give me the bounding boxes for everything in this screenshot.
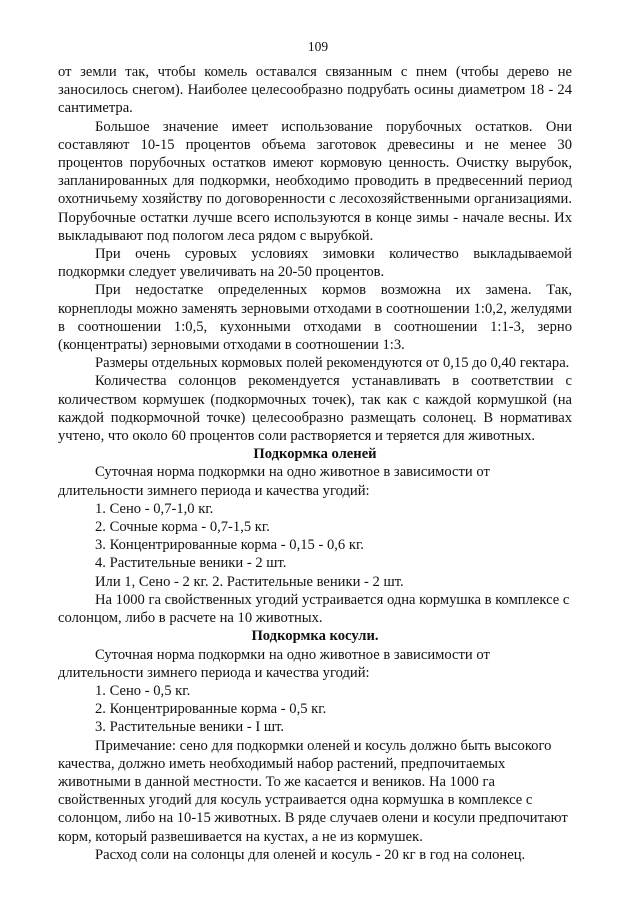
paragraph-logging-residues: Большое значение имеет использование порубочных остатков. Они составляют 10-15 процентов объема заготовок древесины и не менее 30 процентов порубочных остатков имеют кормовую ценность. Очистку вырубок, запланированных для подкормки, необходимо проводить в предвесенний период охотничьему хозяйству по договоренности с лесохозяйственными организациями. Порубочные остатки лучше всего используются в конце зимы - начале весны. Их выкладывают под пологом леса рядом с вырубкой. xyxy=(58,118,572,244)
paragraph-feed-replacement: При недостатке определенных кормов возможна их замена. Так, корнеплоды можно заменять зерновыми отходами в соотношении 1:0,2, желудями в соотношении 1:0,5, кухонными отходами в соотношении 1:1-3, зерно (концентраты) зерновыми отходами в соотношении 1:3. xyxy=(58,282,572,354)
page-number: 109 xyxy=(307,39,329,54)
deer-alternative: Или 1, Сено - 2 кг. 2. Растительные веники - 2 шт. xyxy=(95,573,404,590)
roe-item-brooms: 3. Растительные веники - I шт. xyxy=(95,719,285,736)
salt-consumption: Расход соли на солонцы для оленей и косуль - 20 кг в год на солонец. xyxy=(95,846,526,863)
roe-item-hay: 1. Сено - 0,5 кг. xyxy=(95,682,191,699)
paragraph-harsh-winter: При очень суровых условиях зимовки количество выкладываемой подкормки следует увеличивать на 20-50 процентов. xyxy=(58,246,572,281)
heading-deer-feeding: Подкормка оленей xyxy=(253,446,377,463)
deer-item-hay: 1. Сено - 0,7-1,0 кг. xyxy=(95,500,214,517)
paragraph-salt-licks: Количества солонцов рекомендуется устанавливать в соответствии с количеством кормушек (подкормочных точек), так как с каждой кормушкой (на каждой подкормочной точке) целесообразно размещать солонец. В нормативах учтено, что около 60 процентов соли растворяется и теряется для животных. xyxy=(58,373,572,445)
deer-intro: Суточная норма подкормки на одно животное в зависимости от длительности зимнего периода и качества угодий: xyxy=(58,464,490,499)
heading-roe-feeding: Подкормка косули. xyxy=(251,628,379,645)
paragraph-aspen-felling: от земли так, чтобы комель оставался связанным с пнем (чтобы дерево не заносилось снегом). Наиболее целесообразно подрубать осины диаметром 18 - 24 сантиметра. xyxy=(58,64,572,117)
roe-item-concentrates: 2. Концентрированные корма - 0,5 кг. xyxy=(95,701,327,718)
deer-item-juicy-feed: 2. Сочные корма - 0,7-1,5 кг. xyxy=(95,519,270,536)
page-text xyxy=(58,63,572,864)
deer-item-brooms: 4. Растительные веники - 2 шт. xyxy=(95,555,287,572)
deer-item-concentrates: 3. Концентрированные корма - 0,15 - 0,6 кг. xyxy=(95,537,364,554)
paragraph-field-size: Размеры отдельных кормовых полей рекомендуются от 0,15 до 0,40 гектара. xyxy=(95,355,570,372)
remark-paragraph: Примечание: сено для подкормки оленей и косуль должно быть высокого качества, должно иметь необходимый набор растений, предпочитаемых животными в данной местности. То же касается и веников. На 1000 га свойственных угодий для косуль устраивается одна кормушка в комплексе с солонцом, либо на 10-15 животных. В ряде случаев олени и косули предпочитают корм, который развешивается на кустах, а не из кормушек. xyxy=(58,737,568,845)
deer-feeder-note: На 1000 га свойственных угодий устраивается одна кормушка в комплексе с солонцом, либо в расчете на 10 животных. xyxy=(58,591,570,627)
roe-intro: Суточная норма подкормки на одно животное в зависимости от длительности зимнего периода и качества угодий: xyxy=(58,646,490,681)
